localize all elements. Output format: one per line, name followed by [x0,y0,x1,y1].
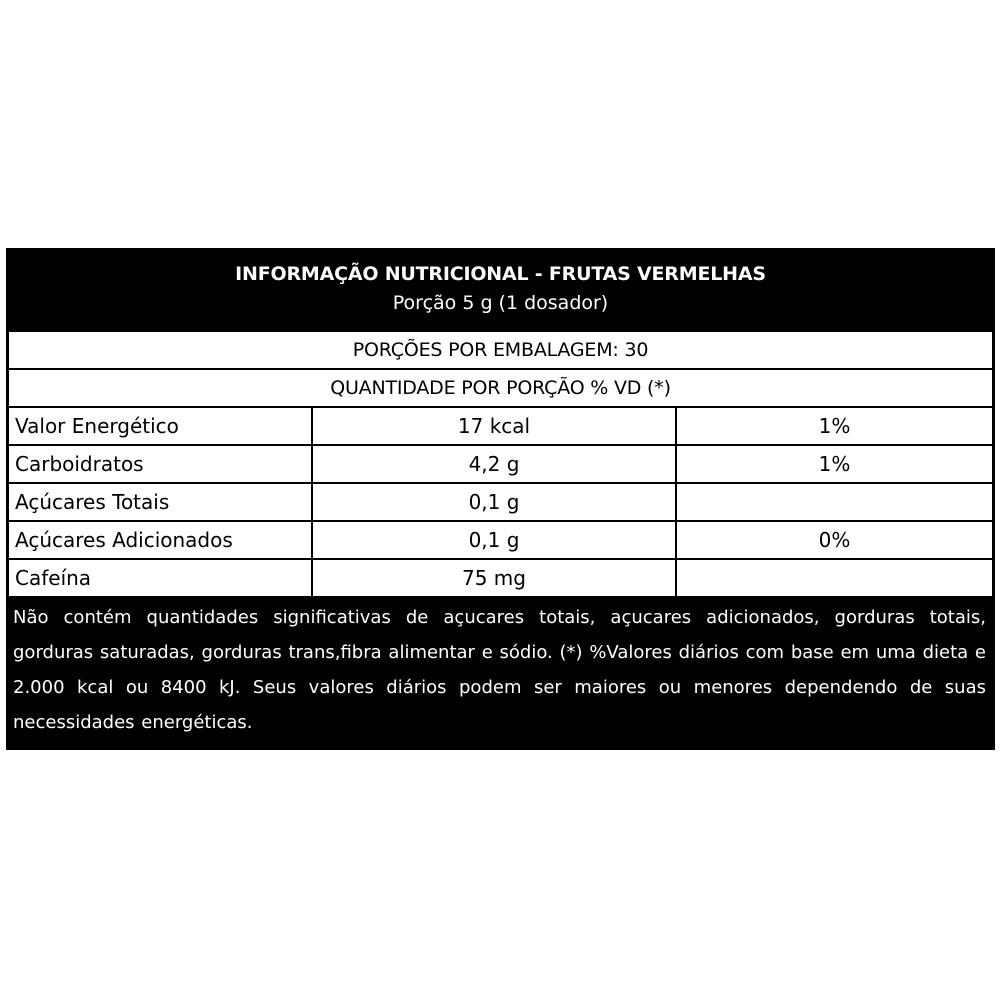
nutrient-name: Açúcares Adicionados [9,522,311,558]
table-row [9,446,992,482]
servings-per-package: PORÇÕES POR EMBALAGEM: 30 [9,332,992,368]
portion-text: Porção 5 g (1 dosador) [392,292,609,314]
label-header [9,251,992,332]
nutrient-vd [675,560,992,596]
nutrient-amount: 4,2 g [311,446,675,482]
nutrient-vd: 1% [675,408,992,444]
label-title: INFORMAÇÃO NUTRICIONAL - FRUTAS VERMELHAS [235,263,766,285]
quantity-header: QUANTIDADE POR PORÇÃO % VD (*) [9,370,992,406]
nutrient-amount: 75 mg [311,560,675,596]
nutrient-amount: 17 kcal [311,408,675,444]
footnote-text: Não contém quantidades significativas de açucares totais, açucares adicionados, gorduras totais, gorduras saturadas, gorduras trans,fibra alimentar e sódio. (*) %Valores diários com base em uma dieta e 2.000 kcal ou 8400 kJ. Seus valores diários podem ser maiores ou menores dependendo de suas necessidades energéticas. [9,600,992,740]
nutrient-vd [675,484,992,520]
nutrient-table [9,406,992,598]
nutrient-amount: 0,1 g [311,522,675,558]
nutrient-name: Valor Energético [9,408,311,444]
table-row [9,560,992,596]
nutrient-name: Cafeína [9,560,311,596]
nutrient-name: Carboidratos [9,446,311,482]
nutrient-vd: 0% [675,522,992,558]
nutrition-label [6,248,995,750]
nutrient-amount: 0,1 g [311,484,675,520]
nutrient-vd: 1% [675,446,992,482]
table-row [9,408,992,444]
nutrient-name: Açúcares Totais [9,484,311,520]
table-row [9,522,992,558]
table-row [9,484,992,520]
